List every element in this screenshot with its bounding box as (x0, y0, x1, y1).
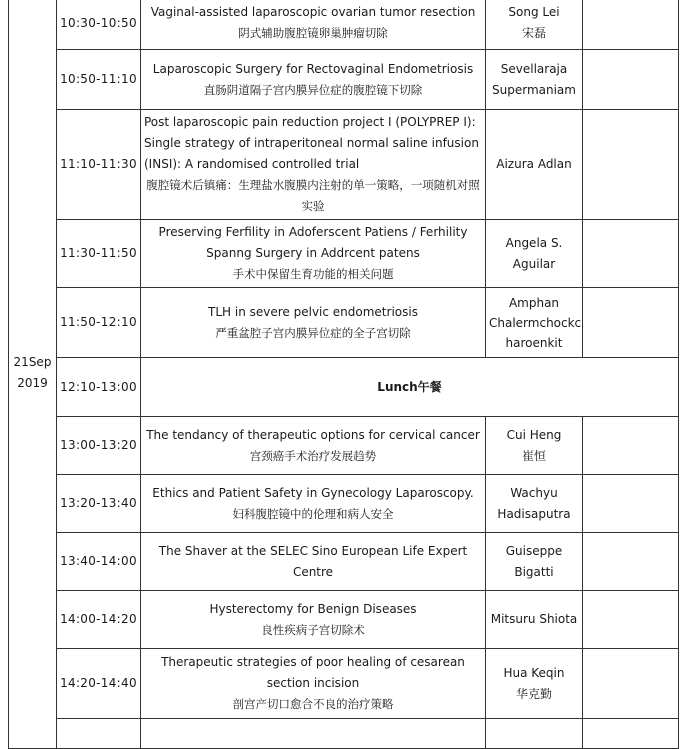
empty-cell (583, 110, 679, 220)
table-row (9, 719, 679, 749)
speaker-cell (486, 0, 583, 50)
talk-title: TLH in severe pelvic endometriosis (208, 304, 418, 319)
table-row (9, 50, 679, 110)
talk-title-zh: 良性疾病子宫切除术 (261, 622, 365, 637)
talk-title-zh: 直肠阴道隔子宫内膜异位症的腹腔镜下切除 (203, 82, 423, 97)
talk-title: Vaginal-assisted laparoscopic ovarian tumor resection (150, 5, 476, 19)
talk-cell (141, 417, 486, 475)
table-row (9, 288, 679, 358)
speaker-name: Aizura Adlan (496, 157, 572, 171)
talk-title-zh: 阴式辅助腹腔镜卵巢肿瘤切除 (238, 26, 388, 40)
talk-cell (141, 649, 486, 719)
talk-title: The tendancy of therapeutic options for cervical cancer (146, 427, 480, 442)
empty-cell (583, 50, 679, 110)
time-cell: 14:20-14:40 (57, 649, 141, 719)
speaker-cell (486, 220, 583, 288)
speaker-name: haroenkit (505, 335, 563, 350)
speaker-name: Amphan (508, 295, 560, 310)
time-cell: 11:50-12:10 (57, 288, 141, 358)
talk-title: Hysterectomy for Benign Diseases (209, 601, 417, 616)
table-row (9, 110, 679, 220)
empty-cell (583, 533, 679, 591)
empty-cell (583, 417, 679, 475)
speaker-name: Mitsuru Shiota (490, 612, 578, 626)
table-row (9, 358, 679, 417)
table-row (9, 0, 679, 50)
speaker-cell (486, 475, 583, 533)
time-cell: 10:30-10:50 (57, 0, 141, 50)
time-cell: 11:10-11:30 (57, 110, 141, 220)
speaker-name: 崔恒 (521, 448, 546, 463)
lunch-label: Lunch午餐 (377, 379, 442, 394)
talk-title: Laparoscopic Surgery for Rectovaginal Endometriosis (152, 61, 474, 76)
schedule-table (8, 0, 679, 749)
talk-title-zh: 腹腔镜术后镇痛：生理盐水腹膜内注射的单一策略，一项随机对照实验 (146, 178, 480, 213)
talk-cell (141, 110, 486, 220)
talk-cell (141, 475, 486, 533)
speaker-name: 宋磊 (521, 26, 546, 40)
time-cell: 13:00-13:20 (57, 417, 141, 475)
date-cell (9, 0, 57, 749)
speaker-name: Hadisaputra (497, 506, 571, 521)
table-row (9, 475, 679, 533)
talk-title-zh: 严重盆腔子宫内膜异位症的全子宫切除 (215, 325, 411, 340)
talk-title-zh: 宫颈癌手术治疗发展趋势 (249, 448, 377, 463)
speaker-name: Supermaniam (492, 82, 576, 97)
time-cell: 13:40-14:00 (57, 533, 141, 591)
talk-title-zh: 手术中保留生育功能的相关问题 (232, 267, 394, 281)
table-row (9, 220, 679, 288)
table-row (9, 649, 679, 719)
empty-cell (583, 0, 679, 50)
empty-cell (141, 719, 486, 749)
time-cell: 14:00-14:20 (57, 591, 141, 649)
speaker-cell (486, 110, 583, 220)
talk-title: Therapeutic strategies of poor healing of cesarean section incision (161, 655, 465, 690)
speaker-name: Song Lei (508, 5, 560, 19)
speaker-name: Chalermchockc (489, 315, 582, 330)
speaker-name: Angela S. (505, 235, 563, 250)
speaker-cell (486, 417, 583, 475)
talk-cell (141, 591, 486, 649)
speaker-name: Sevellaraja (500, 61, 568, 76)
talk-title: The Shaver at the SELEC Sino European Life Expert Centre (158, 543, 468, 579)
talk-cell (141, 533, 486, 591)
speaker-cell (486, 533, 583, 591)
empty-cell (57, 719, 141, 749)
table-row (9, 591, 679, 649)
talk-cell (141, 0, 486, 50)
speaker-name: Hua Keqin (503, 665, 565, 680)
speaker-name: 华克勤 (515, 686, 552, 701)
empty-cell (486, 719, 583, 749)
speaker-cell (486, 50, 583, 110)
time-cell: 13:20-13:40 (57, 475, 141, 533)
talk-cell (141, 220, 486, 288)
empty-cell (583, 591, 679, 649)
talk-title: Preserving Ferfility in Adoferscent Patiens / Ferhility Spanng Surgery in Addrcent patens (158, 225, 468, 260)
lunch-cell (141, 358, 679, 417)
talk-title: Ethics and Patient Safety in Gynecology Laparoscopy. (152, 485, 474, 500)
speaker-cell (486, 288, 583, 358)
talk-cell (141, 288, 486, 358)
empty-cell (583, 649, 679, 719)
table-row (9, 533, 679, 591)
speaker-name: Bigatti (514, 564, 554, 579)
speaker-name: Cui Heng (506, 427, 562, 442)
time-cell: 11:30-11:50 (57, 220, 141, 288)
speaker-name: Guiseppe (505, 543, 563, 558)
empty-cell (583, 475, 679, 533)
speaker-cell (486, 649, 583, 719)
empty-cell (583, 719, 679, 749)
speaker-cell (486, 591, 583, 649)
time-cell: 10:50-11:10 (57, 50, 141, 110)
talk-title-zh: 妇科腹腔镜中的伦理和病人安全 (232, 506, 394, 521)
empty-cell (583, 220, 679, 288)
empty-cell (583, 288, 679, 358)
talk-title-zh: 剖宫产切口愈合不良的治疗策略 (232, 697, 394, 711)
date-year: 2019 (17, 375, 48, 390)
speaker-name: Wachyu (510, 485, 558, 500)
table-row (9, 417, 679, 475)
talk-cell (141, 50, 486, 110)
talk-title: Post laparoscopic pain reduction project I (POLYPREP I): Single strategy of intraperitoneal normal saline infusion (INSI): A randomised controlled trial (144, 115, 479, 171)
time-cell: 12:10-13:00 (57, 358, 141, 417)
date-day: 21Sep (13, 354, 52, 369)
speaker-name: Aguilar (512, 256, 556, 271)
